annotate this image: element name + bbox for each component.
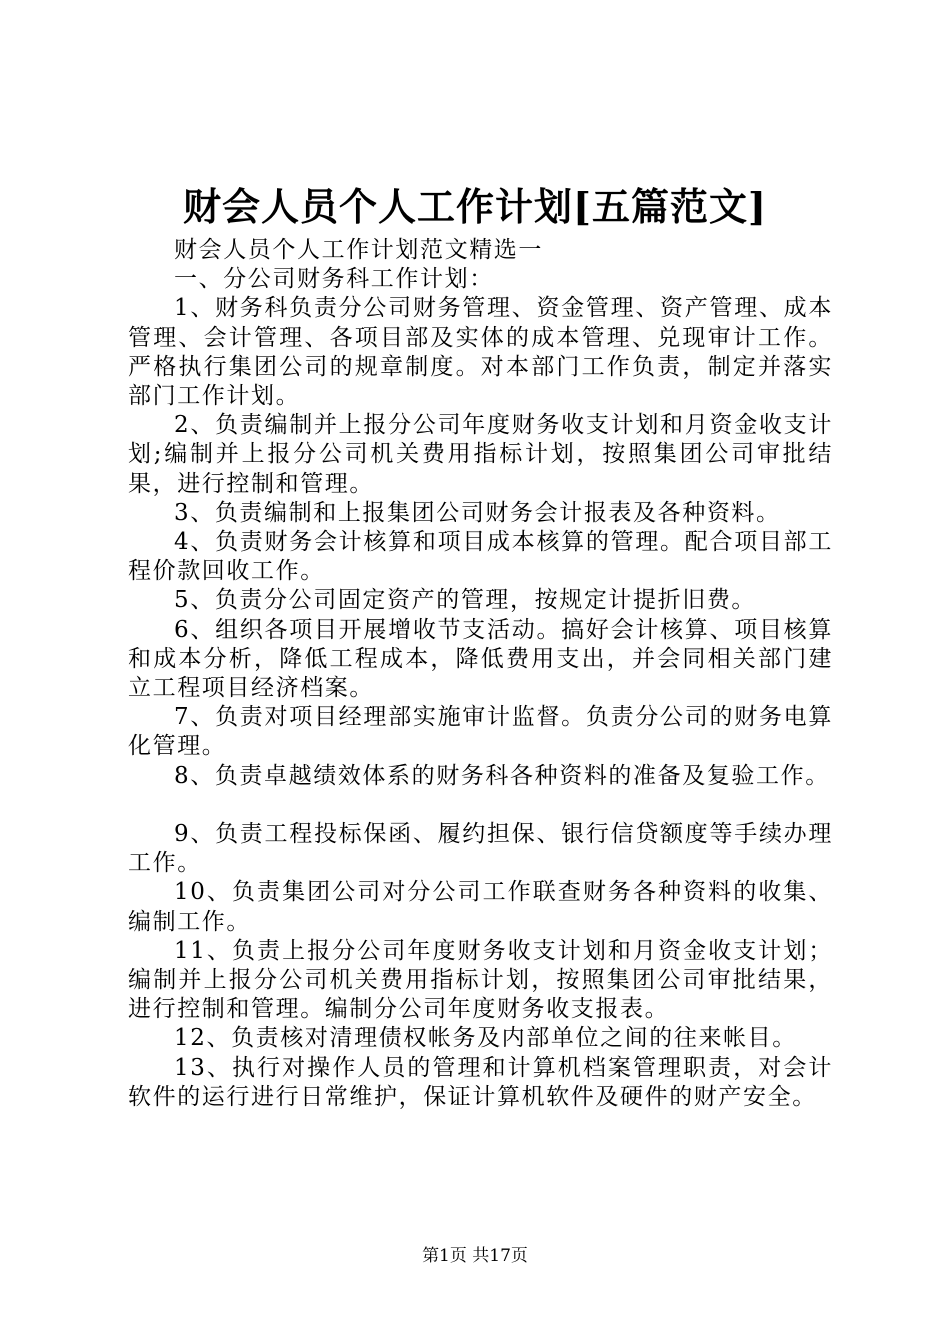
paragraph-section-heading: 一、分公司财务科工作计划： bbox=[174, 266, 494, 293]
paragraph-item-4: 4、负责财务会计核算和项目成本核算的管理。配合项目部工程价款回收工作。 bbox=[128, 529, 833, 585]
paragraph-gap bbox=[128, 791, 833, 820]
document-body bbox=[128, 236, 833, 1112]
paragraph-item-3: 3、负责编制和上报集团公司财务会计报表及各种资料。 bbox=[174, 499, 781, 526]
paragraph-item-11: 11、负责上报分公司年度财务收支计划和月资金收支计划；编制并上报分公司机关费用指标计划，按照集团公司审批结果，进行控制和管理。编制分公司年度财务收支报表。 bbox=[128, 937, 833, 1023]
paragraph-item-13: 13、执行对操作人员的管理和计算机档案管理职责，对会计软件的运行进行日常维护，保证计算机软件及硬件的财产安全。 bbox=[128, 1054, 833, 1110]
paragraph-item-6: 6、组织各项目开展增收节支活动。搞好会计核算、项目核算和成本分析，降低工程成本，降低费用支出，并会同相关部门建立工程项目经济档案。 bbox=[128, 616, 833, 702]
paragraph-item-2: 2、负责编制并上报分公司年度财务收支计划和月资金收支计划;编制并上报分公司机关费用指标计划，按照集团公司审批结果，进行控制和管理。 bbox=[128, 412, 833, 497]
paragraph-item-10: 10、负责集团公司对分公司工作联查财务各种资料的收集、编制工作。 bbox=[128, 879, 833, 935]
paragraph-item-12: 12、负责核对清理债权帐务及内部单位之间的往来帐目。 bbox=[174, 1025, 797, 1052]
paragraph-subtitle: 财会人员个人工作计划范文精选一 bbox=[174, 237, 543, 263]
document-title: 财会人员个人工作计划[五篇范文] bbox=[183, 184, 767, 229]
page-footer: 第1页 共17页 bbox=[422, 1246, 528, 1266]
paragraph-item-5: 5、负责分公司固定资产的管理，按规定计提折旧费。 bbox=[174, 587, 757, 614]
paragraph-item-9: 9、负责工程投标保函、履约担保、银行信贷额度等手续办理工作。 bbox=[128, 821, 833, 877]
paragraph-item-8: 8、负责卓越绩效体系的财务科各种资料的准备及复验工作。 bbox=[174, 762, 830, 789]
paragraph-item-7: 7、负责对项目经理部实施审计监督。负责分公司的财务电算化管理。 bbox=[128, 704, 833, 760]
paragraph-item-1: 1、财务科负责分公司财务管理、资金管理、资产管理、成本管理、会计管理、各项目部及实体的成本管理、兑现审计工作。严格执行集团公司的规章制度。对本部门工作负责，制定并落实部门工作计划。 bbox=[128, 295, 833, 410]
